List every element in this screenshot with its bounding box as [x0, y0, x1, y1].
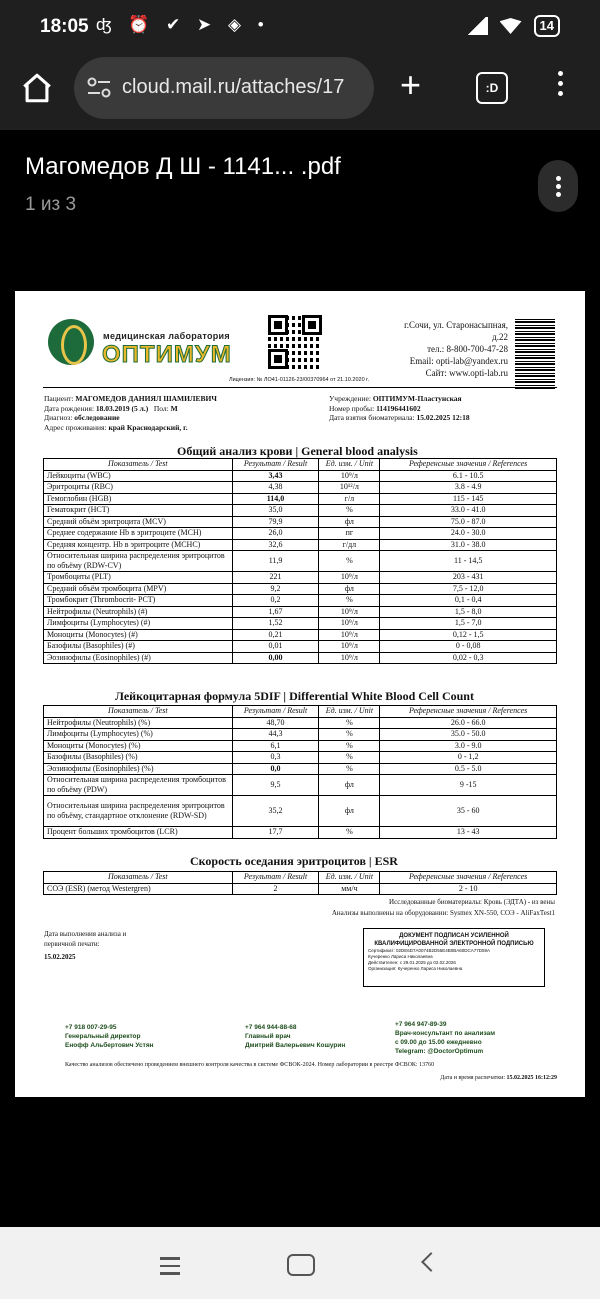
test-name: Нейтрофилы (Neutrophils) (%)	[44, 717, 233, 729]
result-value: 9,5	[232, 775, 319, 796]
unit: %	[319, 752, 380, 764]
recent-apps-button[interactable]	[160, 1257, 180, 1280]
result-value: 6,1	[232, 740, 319, 752]
reference-range: 24.0 - 30.0	[380, 528, 557, 540]
reference-range: 3.0 - 9.0	[380, 740, 557, 752]
test-name: Моноциты (Monocytes) (#)	[44, 629, 233, 641]
table-row	[44, 551, 557, 572]
unit: 10¹²/л	[319, 482, 380, 494]
reference-range: 33.0 - 41.0	[380, 505, 557, 517]
result-value: 0,3	[232, 752, 319, 764]
url-text[interactable]: cloud.mail.ru/attaches/17	[122, 76, 345, 98]
table-row	[44, 482, 557, 494]
table-row	[44, 629, 557, 641]
unit: %	[319, 827, 380, 839]
table-row	[44, 827, 557, 839]
table-row	[44, 763, 557, 775]
dna-logo-icon	[48, 319, 94, 365]
test-name: Гематокрит (HCT)	[44, 505, 233, 517]
result-value: 3,43	[232, 470, 319, 482]
table-row	[44, 606, 557, 618]
browser-menu-icon[interactable]	[558, 71, 563, 101]
unit: %	[319, 729, 380, 741]
esr-table: Показатель / Test Результат / Result Ед. изм. / Unit Референсные значения / References СОЭ (ESR) (метод Westergren) 2 мм/ч 2 - 10	[43, 871, 557, 895]
reference-range: 0,1 - 0,4	[380, 595, 557, 607]
table-row	[44, 572, 557, 584]
test-name: Средняя концентр. Hb в эритроците (MCHC)	[44, 539, 233, 551]
reference-range: 6.1 - 10.5	[380, 470, 557, 482]
reference-range: 3.8 - 4.9	[380, 482, 557, 494]
table-row	[44, 595, 557, 607]
test-name: Гемоглобин (HGB)	[44, 493, 233, 505]
test-name: Относительная ширина распределения эритроцитов по объёму (RDW-CV)	[44, 551, 233, 572]
license: Лицензия: № ЛО41-01126-23/00370964 от 21.10.2020 г.	[229, 377, 370, 383]
unit: 10⁹/л	[319, 629, 380, 641]
test-name: Относительная ширина распределения эритроцитов по объёму, стандартное отклонение (RDW-SD)	[44, 796, 233, 827]
table-row	[44, 717, 557, 729]
test-name: Процент больших тромбоцитов (LCR)	[44, 827, 233, 839]
diff-title: Лейкоцитарная формула 5DIF | Differential White Blood Cell Count	[115, 689, 474, 703]
reference-range: 35.0 - 50.0	[380, 729, 557, 741]
address-bar[interactable]	[74, 57, 374, 119]
unit: г/л	[319, 493, 380, 505]
unit: 10⁹/л	[319, 572, 380, 584]
result-value: 9,2	[232, 583, 319, 595]
reference-range: 0,12 - 1,5	[380, 629, 557, 641]
patient-info-right: Учреждение: ОПТИМУМ-Пластунская Номер пробы: 114196441602 Дата взятия биоматериала: 15.02.2025 12:18	[329, 394, 470, 422]
lab-address: г.Сочи, ул. Старонасыпная, д.22 тел.: 8-800-700-47-28 Email: opti-lab@yandex.ru Сайт: www.opti-lab.ru	[404, 320, 508, 378]
contact-director: +7 918 007-29-95 Генеральный директор Енофф Альбертович Устян	[65, 1024, 154, 1049]
unit: г/дл	[319, 539, 380, 551]
test-name: Эозинофилы (Eosinophiles) (%)	[44, 763, 233, 775]
table-row	[44, 796, 557, 827]
unit: пг	[319, 528, 380, 540]
reference-range: 1,5 - 8,0	[380, 606, 557, 618]
reference-range: 0.5 - 5.0	[380, 763, 557, 775]
exec-date: 15.02.2025	[44, 953, 76, 961]
test-name: Лимфоциты (Lymphocytes) (%)	[44, 729, 233, 741]
status-bar	[0, 0, 600, 55]
reference-range: 0 - 0,08	[380, 641, 557, 653]
table-row: СОЭ (ESR) (метод Westergren) 2 мм/ч 2 - 10	[44, 883, 557, 895]
test-name: Эритроциты (RBC)	[44, 482, 233, 494]
result-value: 35,2	[232, 796, 319, 827]
reference-range: 115 - 145	[380, 493, 557, 505]
qr-code-icon	[268, 315, 322, 369]
result-value: 4,38	[232, 482, 319, 494]
table-row	[44, 729, 557, 741]
result-value: 0,00	[232, 652, 319, 664]
test-name: Базофилы (Basophiles) (#)	[44, 641, 233, 653]
notification-icons: ʤ ⏰ ✔ ➤ ◈ •	[96, 15, 270, 34]
e-signature-stamp: ДОКУМЕНТ ПОДПИСАН УСИЛЕННОЙ КВАЛИФИЦИРОВАННОЙ ЭЛЕКТРОННОЙ ПОДПИСЬЮ Сертификат: 02DE6D7A0074B2D55E4B0BA60DCA77D59A Кучеренко Лариса Николаевна Действителен: с 29.01.2025 до 02.02.2026 Организация: Кучеренко Лариса Николаевна	[363, 928, 545, 987]
unit: фл	[319, 775, 380, 796]
unit: %	[319, 505, 380, 517]
unit: фл	[319, 583, 380, 595]
barcode-icon	[515, 319, 555, 389]
unit: 10⁹/л	[319, 652, 380, 664]
test-name: Эозинофилы (Eosinophiles) (#)	[44, 652, 233, 664]
biomaterial-note: Исследованные биоматериалы: Кровь (ЭДТА) - из вены	[389, 898, 555, 906]
result-value: 35,0	[232, 505, 319, 517]
table-row	[44, 618, 557, 630]
print-datetime: Дата и время распечатки: 15.02.2025 16:12:29	[440, 1075, 557, 1081]
test-name: Нейтрофилы (Neutrophils) (#)	[44, 606, 233, 618]
reference-range: 13 - 43	[380, 827, 557, 839]
tab-switcher-button[interactable]: :D	[476, 72, 508, 104]
site-settings-icon[interactable]	[86, 76, 112, 100]
patient-info-left: Пациент: МАГОМЕДОВ ДАНИЯЛ ШАМИЛЕВИЧ Дата рождения: 18.03.2019 (5 л.) Пол: М Диагноз: обследование Адрес проживания: край Краснодарский, г.	[44, 394, 217, 432]
unit: 10⁹/л	[319, 606, 380, 618]
result-value: 79,9	[232, 516, 319, 528]
new-tab-button[interactable]: +	[400, 64, 422, 105]
result-value: 1,67	[232, 606, 319, 618]
table-row	[44, 539, 557, 551]
result-value: 17,7	[232, 827, 319, 839]
unit: 10⁹/л	[319, 470, 380, 482]
unit: фл	[319, 516, 380, 528]
pdf-page	[15, 291, 585, 1097]
contact-chief-doctor: +7 964 944-88-68 Главный врач Дмитрий Валерьевич Кошурин	[245, 1024, 346, 1049]
reference-range: 203 - 431	[380, 572, 557, 584]
result-value: 48,70	[232, 717, 319, 729]
test-name: Лейкоциты (WBC)	[44, 470, 233, 482]
table-row	[44, 505, 557, 517]
table-row	[44, 752, 557, 764]
reference-range: 75.0 - 87.0	[380, 516, 557, 528]
reference-range: 1,5 - 7,0	[380, 618, 557, 630]
reference-range: 0 - 1,2	[380, 752, 557, 764]
result-value: 0,2	[232, 595, 319, 607]
reference-range: 35 - 60	[380, 796, 557, 827]
table-row	[44, 493, 557, 505]
test-name: Тромбоциты (PLT)	[44, 572, 233, 584]
reference-range: 11 - 14,5	[380, 551, 557, 572]
table-row	[44, 775, 557, 796]
table-row	[44, 740, 557, 752]
result-value: 1,52	[232, 618, 319, 630]
result-value: 26,0	[232, 528, 319, 540]
unit: фл	[319, 796, 380, 827]
result-value: 32,6	[232, 539, 319, 551]
unit: %	[319, 551, 380, 572]
unit: %	[319, 717, 380, 729]
test-name: Базофилы (Basophiles) (%)	[44, 752, 233, 764]
home-icon[interactable]	[20, 71, 54, 105]
file-title: Магомедов Д Ш - 1141... .pdf	[25, 153, 341, 180]
reference-range: 31.0 - 38.0	[380, 539, 557, 551]
result-value: 0,0	[232, 763, 319, 775]
table-row	[44, 652, 557, 664]
unit: 10⁹/л	[319, 618, 380, 630]
clock: 18:05	[40, 16, 89, 37]
unit: 10⁹/л	[319, 641, 380, 653]
cbc-table: Показатель / Test Результат / Result Ед. изм. / Unit Референсные значения / References Лейкоциты (WBC) 3,43 10⁹/л 6.1 - 10.5 Эритроциты (RBC) 4,38 10¹²/л 3.8 - 4.9 Гемоглобин (HGB) 114,0 г/л 115 - 145 Гематокрит (HCT) 35,0 % 33.0 - 41.0 Средний объём эритроцита (MCV) 79,9 фл 75.0 - 87.0 Среднее содержание Hb в эритроците (MCH) 26,0 пг 24.0 - 30.0 Средняя концентр. Hb в эритроците (MCHC) 32,6 г/дл 31.0 - 38.0 Относительная ширина распределения эритроцитов по объёму (RDW-CV) 11,9 % 11 - 14,5 Тромбоциты (PLT) 221 10⁹/л 203 - 431 Средний объём тромбоцита (MPV) 9,2 фл 7,5 - 12,0 Тромбокрит (Thrombocrit- PCT) 0,2 % 0,1 - 0,4 Нейтрофилы (Neutrophils) (#) 1,67 10⁹/л 1,5 - 8,0 Лимфоциты (Lymphocytes) (#) 1,52 10⁹/л 1,5 - 7,0 Моноциты (Monocytes) (#) 0,21 10⁹/л 0,12 - 1,5 Базофилы (Basophiles) (#) 0,01 10⁹/л 0 - 0,08 Эозинофилы (Eosinophiles) (#) 0,00 10⁹/л 0,02 - 0,3	[43, 458, 557, 664]
test-name: Моноциты (Monocytes) (%)	[44, 740, 233, 752]
quality-note: Качество анализов обеспечено проведением внешнего контроля качества в системе ФСВОК-2024. Номер лаборатории в реестре ФСВОК: 13760	[65, 1062, 435, 1068]
equipment-note: Анализы выполнены на оборудовании: Sysmex XN-550, СОЭ - AliFaxTest1	[331, 909, 555, 917]
test-name: Лимфоциты (Lymphocytes) (#)	[44, 618, 233, 630]
reference-range: 0,02 - 0,3	[380, 652, 557, 664]
result-value: 11,9	[232, 551, 319, 572]
reference-range: 7,5 - 12,0	[380, 583, 557, 595]
page-counter: 1 из 3	[25, 194, 77, 215]
reference-range: 26.0 - 66.0	[380, 717, 557, 729]
table-row	[44, 528, 557, 540]
result-value: 0,01	[232, 641, 319, 653]
file-menu-button[interactable]	[538, 160, 578, 212]
home-button[interactable]	[287, 1254, 315, 1276]
result-value: 44,3	[232, 729, 319, 741]
result-value: 114,0	[232, 493, 319, 505]
unit: %	[319, 740, 380, 752]
divider	[43, 387, 557, 388]
esr-title: Скорость оседания эритроцитов | ESR	[190, 854, 398, 868]
unit: %	[319, 763, 380, 775]
test-name: Средний объём эритроцита (MCV)	[44, 516, 233, 528]
table-row	[44, 641, 557, 653]
lab-logo	[48, 317, 243, 371]
browser-toolbar	[0, 55, 600, 130]
cbc-title: Общий анализ крови | General blood analysis	[177, 444, 418, 458]
unit: %	[319, 595, 380, 607]
table-row	[44, 583, 557, 595]
battery-icon: 14	[534, 15, 560, 37]
diff-table: Показатель / Test Результат / Result Ед. изм. / Unit Референсные значения / References Нейтрофилы (Neutrophils) (%) 48,70 % 26.0 - 66.0 Лимфоциты (Lymphocytes) (%) 44,3 % 35.0 - 50.0 Моноциты (Monocytes) (%) 6,1 % 3.0 - 9.0 Базофилы (Basophiles) (%) 0,3 % 0 - 1,2 Эозинофилы (Eosinophiles) (%) 0,0 % 0.5 - 5.0 Относительная ширина распределения тромбоцитов по объёму (PDW) 9,5 фл 9 -15 Относительная ширина распределения эритроцитов по объёму, стандартное отклонение (RDW-SD) 35,2 фл 35 - 60 Процент больших тромбоцитов (LCR) 17,7 % 13 - 43	[43, 705, 557, 839]
lab-subtitle: медицинская лаборатория	[103, 331, 230, 341]
test-name: Среднее содержание Hb в эритроците (MCH)	[44, 528, 233, 540]
signal-icon	[466, 17, 488, 35]
reference-range: 9 -15	[380, 775, 557, 796]
result-value: 221	[232, 572, 319, 584]
contact-consultant: +7 964 947-89-39 Врач-консультант по анализам с 09.00 до 15.00 ежедневно Telegram: @DoctorOptimum	[395, 1021, 496, 1055]
test-name: Тромбокрит (Thrombocrit- PCT)	[44, 595, 233, 607]
table-row	[44, 470, 557, 482]
wifi-icon	[500, 18, 522, 34]
result-value: 0,21	[232, 629, 319, 641]
table-row	[44, 516, 557, 528]
exec-label: Дата выполнения анализа и первичной печати:	[44, 930, 127, 948]
test-name: Относительная ширина распределения тромбоцитов по объёму (PDW)	[44, 775, 233, 796]
lab-name: ОПТИМУМ	[102, 341, 232, 368]
test-name: Средний объём тромбоцита (MPV)	[44, 583, 233, 595]
